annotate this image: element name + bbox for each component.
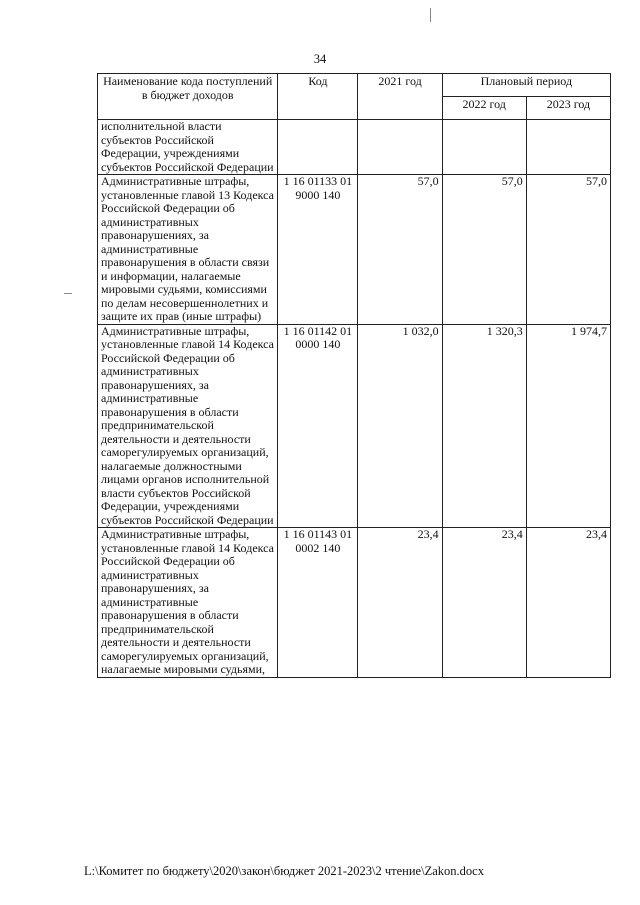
row-value-2021: 1 032,0 — [358, 324, 442, 528]
revenue-table — [97, 73, 611, 678]
row-value-2022: 57,0 — [442, 175, 526, 325]
row-value-2021: 57,0 — [358, 175, 442, 325]
row-code: 1 16 01142 01 0000 140 — [278, 324, 358, 528]
row-value-2023: 57,0 — [526, 175, 610, 325]
header-name: Наименование кода поступлений в бюджет доходов — [98, 74, 278, 120]
row-value-2023: 23,4 — [526, 528, 610, 678]
row-name: Административные штрафы, установленные главой 13 Кодекса Российской Федерации об административных правонарушениях, за административные правонарушения в области связи и информации, налагаемые мировыми судьями, комиссиями по делам несовершеннолетних и защите их прав (иные штрафы) — [98, 175, 278, 325]
header-code: Код — [278, 74, 358, 120]
row-name: Административные штрафы, установленные главой 14 Кодекса Российской Федерации об административных правонарушениях, за административные правонарушения в области предпринимательской деятельности и деятельности саморегулируемых организаций, налагаемые должностными лицами органов исполнительной власти субъектов Российской Федерации, учреждениями субъектов Российской Федерации — [98, 324, 278, 528]
row-name: Административные штрафы, установленные главой 14 Кодекса Российской Федерации об административных правонарушениях, за административные правонарушения в области предпринимательской деятельности и деятельности саморегулируемых организаций, налагаемые мировыми судьями, — [98, 528, 278, 678]
table-row — [98, 175, 611, 325]
table-row — [98, 324, 611, 528]
table-row — [98, 120, 611, 175]
row-code: 1 16 01133 01 9000 140 — [278, 175, 358, 325]
page-number: 34 — [313, 52, 327, 66]
scan-mark-left — [64, 293, 72, 294]
row-value-2022: 23,4 — [442, 528, 526, 678]
row-value-2023 — [526, 120, 610, 175]
header-planned-period: Плановый период — [442, 74, 610, 97]
row-value-2022: 1 320,3 — [442, 324, 526, 528]
row-value-2021 — [358, 120, 442, 175]
row-value-2023: 1 974,7 — [526, 324, 610, 528]
row-value-2021: 23,4 — [358, 528, 442, 678]
table-row — [98, 528, 611, 678]
row-value-2022 — [442, 120, 526, 175]
row-name: исполнительной власти субъектов Российской Федерации, учреждениями субъектов Российской Федерации — [98, 120, 278, 175]
header-year-2023: 2023 год — [526, 97, 610, 120]
row-code: 1 16 01143 01 0002 140 — [278, 528, 358, 678]
footer-file-path: L:\Комитет по бюджету\2020\закон\бюджет 2021-2023\2 чтение\Zakon.docx — [84, 864, 484, 878]
row-code — [278, 120, 358, 175]
header-year-2021: 2021 год — [358, 74, 442, 120]
header-year-2022: 2022 год — [442, 97, 526, 120]
scan-mark-top — [430, 8, 431, 22]
